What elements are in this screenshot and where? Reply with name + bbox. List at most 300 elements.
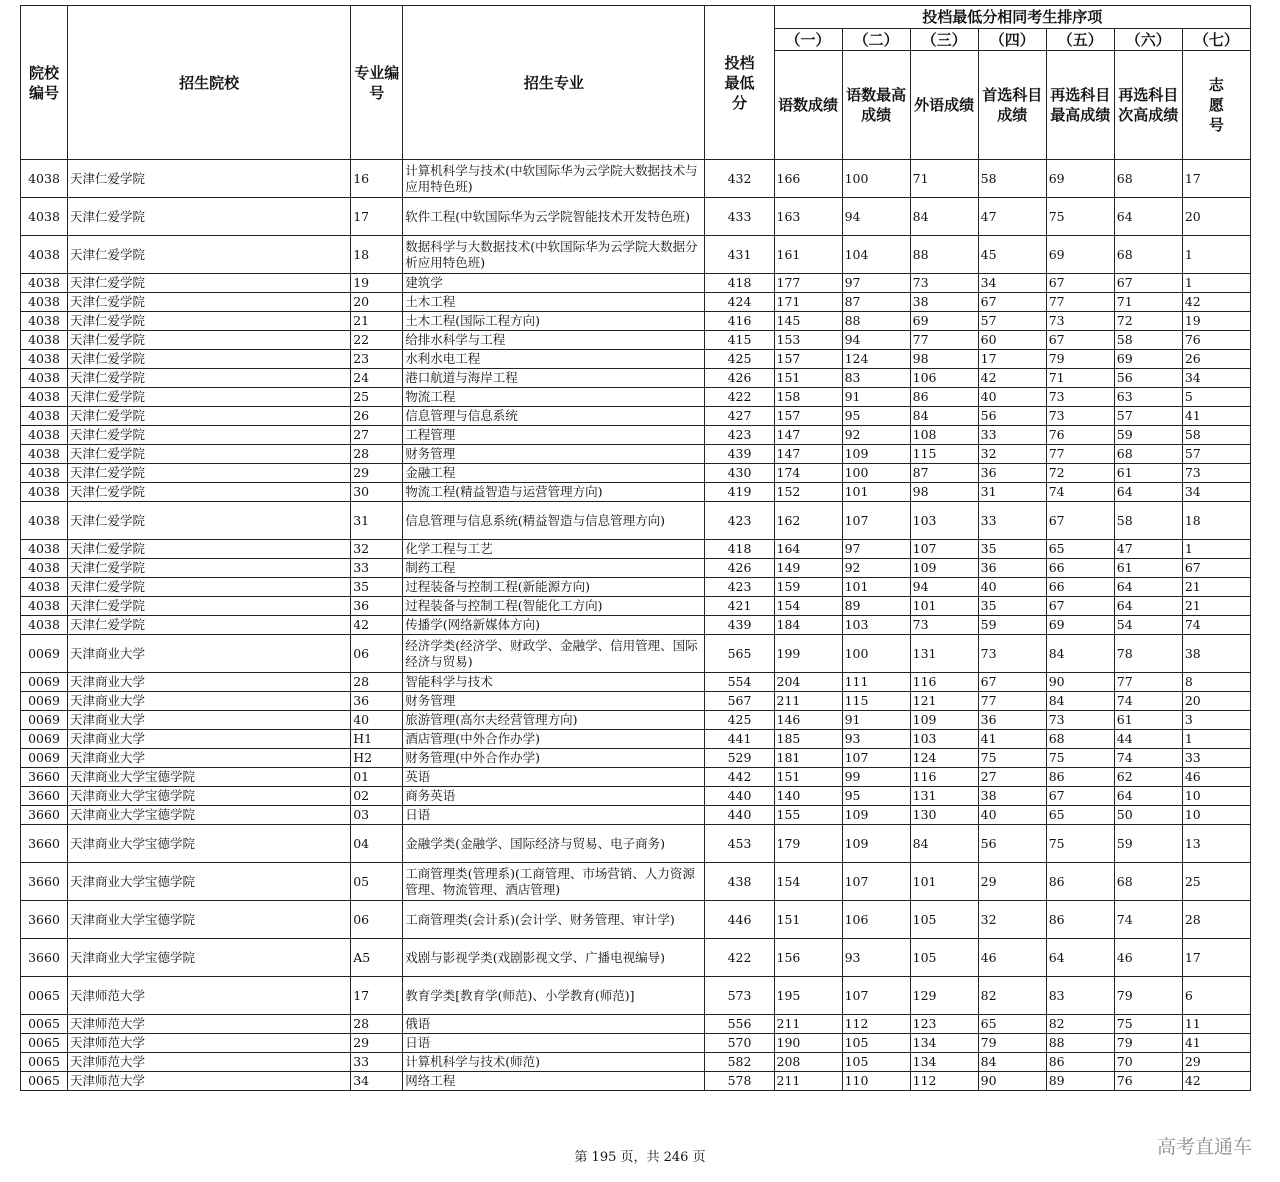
- cell-school-code: 4038: [21, 578, 68, 597]
- cell-score-5: 66: [1046, 559, 1114, 578]
- table-row: [21, 160, 1251, 198]
- cell-score-5: 82: [1046, 1015, 1114, 1034]
- cell-major-name: 金融工程: [403, 464, 705, 483]
- cell-score-5: 86: [1046, 863, 1114, 901]
- cell-score-7: 19: [1182, 312, 1250, 331]
- cell-major-code: 23: [351, 350, 403, 369]
- cell-min-score: 441: [705, 730, 774, 749]
- cell-major-name: 数据科学与大数据技术(中软国际华为云学院大数据分析应用特色班): [403, 236, 705, 274]
- cell-score-4: 27: [978, 768, 1046, 787]
- cell-school-code: 0065: [21, 1072, 68, 1091]
- cell-score-5: 84: [1046, 692, 1114, 711]
- cell-score-4: 36: [978, 711, 1046, 730]
- cell-score-6: 68: [1114, 863, 1182, 901]
- cell-score-3: 86: [910, 388, 978, 407]
- cell-score-1: 159: [774, 578, 842, 597]
- table-row: [21, 825, 1251, 863]
- cell-score-7: 1: [1182, 540, 1250, 559]
- cell-major-code: 18: [351, 236, 403, 274]
- cell-major-code: 03: [351, 806, 403, 825]
- cell-score-5: 73: [1046, 388, 1114, 407]
- cell-school-code: 0065: [21, 977, 68, 1015]
- cell-score-7: 20: [1182, 692, 1250, 711]
- cell-score-4: 67: [978, 293, 1046, 312]
- cell-major-code: 16: [351, 160, 403, 198]
- table-row: [21, 426, 1251, 445]
- cell-major-name: 建筑学: [403, 274, 705, 293]
- cell-school-name: 天津商业大学: [68, 711, 351, 730]
- table-row: [21, 749, 1251, 768]
- cell-school-code: 0069: [21, 711, 68, 730]
- cell-score-5: 65: [1046, 806, 1114, 825]
- cell-score-6: 74: [1114, 692, 1182, 711]
- header-tiebreak-number: （七）: [1182, 29, 1250, 51]
- cell-score-1: 157: [774, 350, 842, 369]
- cell-major-code: 28: [351, 445, 403, 464]
- cell-school-code: 4038: [21, 464, 68, 483]
- cell-score-1: 211: [774, 692, 842, 711]
- cell-school-name: 天津仁爱学院: [68, 198, 351, 236]
- cell-score-5: 66: [1046, 578, 1114, 597]
- cell-score-5: 65: [1046, 540, 1114, 559]
- cell-school-code: 0069: [21, 692, 68, 711]
- cell-major-code: 05: [351, 863, 403, 901]
- cell-min-score: 440: [705, 806, 774, 825]
- cell-major-name: 信息管理与信息系统: [403, 407, 705, 426]
- cell-school-code: 4038: [21, 369, 68, 388]
- cell-school-name: 天津仁爱学院: [68, 407, 351, 426]
- header-tiebreak-label: 再选科目次高成绩: [1114, 51, 1182, 160]
- cell-score-4: 57: [978, 312, 1046, 331]
- cell-major-code: 36: [351, 692, 403, 711]
- cell-school-code: 4038: [21, 331, 68, 350]
- cell-score-3: 101: [910, 863, 978, 901]
- cell-score-7: 17: [1182, 939, 1250, 977]
- cell-score-2: 95: [842, 787, 910, 806]
- cell-score-2: 105: [842, 1034, 910, 1053]
- cell-score-1: 174: [774, 464, 842, 483]
- cell-school-code: 4038: [21, 483, 68, 502]
- cell-score-1: 171: [774, 293, 842, 312]
- header-tiebreak-label: 外语成绩: [910, 51, 978, 160]
- cell-min-score: 438: [705, 863, 774, 901]
- cell-score-5: 90: [1046, 673, 1114, 692]
- cell-score-2: 103: [842, 616, 910, 635]
- cell-score-6: 44: [1114, 730, 1182, 749]
- cell-score-5: 74: [1046, 483, 1114, 502]
- cell-score-5: 75: [1046, 198, 1114, 236]
- cell-score-4: 41: [978, 730, 1046, 749]
- cell-school-code: 0069: [21, 730, 68, 749]
- table-row: [21, 1034, 1251, 1053]
- cell-score-3: 103: [910, 730, 978, 749]
- cell-min-score: 425: [705, 711, 774, 730]
- cell-score-6: 59: [1114, 825, 1182, 863]
- cell-score-4: 29: [978, 863, 1046, 901]
- table-row: [21, 350, 1251, 369]
- cell-score-1: 147: [774, 445, 842, 464]
- cell-school-name: 天津师范大学: [68, 1072, 351, 1091]
- cell-major-code: 06: [351, 901, 403, 939]
- cell-score-1: 161: [774, 236, 842, 274]
- cell-score-7: 10: [1182, 787, 1250, 806]
- cell-score-5: 73: [1046, 407, 1114, 426]
- cell-score-4: 35: [978, 597, 1046, 616]
- cell-score-7: 18: [1182, 502, 1250, 540]
- cell-min-score: 573: [705, 977, 774, 1015]
- cell-major-name: 过程装备与控制工程(智能化工方向): [403, 597, 705, 616]
- cell-score-2: 111: [842, 673, 910, 692]
- cell-major-code: 25: [351, 388, 403, 407]
- cell-score-6: 64: [1114, 597, 1182, 616]
- cell-score-7: 76: [1182, 331, 1250, 350]
- cell-score-4: 60: [978, 331, 1046, 350]
- cell-score-3: 106: [910, 369, 978, 388]
- cell-score-6: 64: [1114, 198, 1182, 236]
- cell-score-6: 69: [1114, 350, 1182, 369]
- cell-score-2: 107: [842, 749, 910, 768]
- page-footer: 第 195 页，共 246 页: [574, 1150, 706, 1165]
- cell-score-4: 40: [978, 806, 1046, 825]
- cell-score-2: 95: [842, 407, 910, 426]
- cell-major-code: 17: [351, 977, 403, 1015]
- table-row: [21, 578, 1251, 597]
- cell-score-7: 73: [1182, 464, 1250, 483]
- header-tiebreak-number: （三）: [910, 29, 978, 51]
- cell-school-name: 天津商业大学: [68, 635, 351, 673]
- cell-school-code: 3660: [21, 787, 68, 806]
- cell-score-6: 56: [1114, 369, 1182, 388]
- cell-min-score: 423: [705, 502, 774, 540]
- table-body: [21, 160, 1251, 1091]
- cell-score-4: 56: [978, 407, 1046, 426]
- cell-major-name: 给排水科学与工程: [403, 331, 705, 350]
- cell-school-name: 天津仁爱学院: [68, 559, 351, 578]
- cell-major-code: 35: [351, 578, 403, 597]
- cell-score-5: 77: [1046, 445, 1114, 464]
- table-row: [21, 407, 1251, 426]
- cell-major-name: 土木工程: [403, 293, 705, 312]
- cell-score-3: 98: [910, 350, 978, 369]
- table-row: [21, 863, 1251, 901]
- cell-score-5: 68: [1046, 730, 1114, 749]
- cell-score-7: 6: [1182, 977, 1250, 1015]
- cell-score-7: 41: [1182, 1034, 1250, 1053]
- cell-score-3: 84: [910, 198, 978, 236]
- cell-major-code: 04: [351, 825, 403, 863]
- cell-score-4: 34: [978, 274, 1046, 293]
- cell-score-6: 63: [1114, 388, 1182, 407]
- cell-major-name: 传播学(网络新媒体方向): [403, 616, 705, 635]
- cell-major-code: A5: [351, 939, 403, 977]
- header-tiebreak-title: 投档最低分相同考生排序项: [774, 6, 1250, 29]
- cell-major-name: 酒店管理(中外合作办学): [403, 730, 705, 749]
- cell-score-1: 177: [774, 274, 842, 293]
- cell-score-2: 110: [842, 1072, 910, 1091]
- cell-school-code: 0069: [21, 749, 68, 768]
- cell-major-name: 过程装备与控制工程(新能源方向): [403, 578, 705, 597]
- cell-school-name: 天津师范大学: [68, 1053, 351, 1072]
- cell-major-name: 日语: [403, 806, 705, 825]
- cell-school-name: 天津商业大学: [68, 673, 351, 692]
- cell-score-5: 75: [1046, 749, 1114, 768]
- cell-score-6: 61: [1114, 559, 1182, 578]
- cell-score-3: 134: [910, 1053, 978, 1072]
- cell-score-2: 93: [842, 730, 910, 749]
- table-row: [21, 236, 1251, 274]
- cell-score-3: 87: [910, 464, 978, 483]
- cell-score-1: 179: [774, 825, 842, 863]
- cell-school-code: 0069: [21, 673, 68, 692]
- cell-school-name: 天津仁爱学院: [68, 578, 351, 597]
- cell-score-4: 40: [978, 388, 1046, 407]
- cell-score-3: 71: [910, 160, 978, 198]
- header-tiebreak-number: （四）: [978, 29, 1046, 51]
- cell-score-5: 67: [1046, 331, 1114, 350]
- cell-score-3: 69: [910, 312, 978, 331]
- cell-score-6: 75: [1114, 1015, 1182, 1034]
- cell-major-name: 戏剧与影视学类(戏剧影视文学、广播电视编导): [403, 939, 705, 977]
- cell-major-name: 旅游管理(高尔夫经营管理方向): [403, 711, 705, 730]
- header-tiebreak-label: 再选科目最高成绩: [1046, 51, 1114, 160]
- cell-min-score: 453: [705, 825, 774, 863]
- cell-major-code: 19: [351, 274, 403, 293]
- cell-score-7: 5: [1182, 388, 1250, 407]
- cell-score-1: 211: [774, 1015, 842, 1034]
- cell-score-1: 185: [774, 730, 842, 749]
- cell-score-5: 72: [1046, 464, 1114, 483]
- cell-major-code: 28: [351, 1015, 403, 1034]
- cell-score-2: 101: [842, 578, 910, 597]
- cell-min-score: 422: [705, 939, 774, 977]
- cell-score-5: 67: [1046, 274, 1114, 293]
- header-major-name: 招生专业: [403, 6, 705, 160]
- cell-score-6: 72: [1114, 312, 1182, 331]
- cell-major-name: 工商管理类(管理系)(工商管理、市场营销、人力资源管理、物流管理、酒店管理): [403, 863, 705, 901]
- cell-score-7: 42: [1182, 293, 1250, 312]
- cell-school-name: 天津仁爱学院: [68, 160, 351, 198]
- cell-score-6: 71: [1114, 293, 1182, 312]
- cell-major-code: 06: [351, 635, 403, 673]
- cell-school-code: 4038: [21, 312, 68, 331]
- cell-score-1: 152: [774, 483, 842, 502]
- cell-score-4: 65: [978, 1015, 1046, 1034]
- cell-score-1: 151: [774, 768, 842, 787]
- cell-score-1: 211: [774, 1072, 842, 1091]
- cell-school-code: 0065: [21, 1015, 68, 1034]
- cell-major-name: 财务管理(中外合作办学): [403, 749, 705, 768]
- cell-major-code: 01: [351, 768, 403, 787]
- cell-score-4: 32: [978, 901, 1046, 939]
- cell-school-code: 3660: [21, 939, 68, 977]
- cell-score-7: 42: [1182, 1072, 1250, 1091]
- cell-score-4: 73: [978, 635, 1046, 673]
- cell-school-name: 天津商业大学宝德学院: [68, 825, 351, 863]
- cell-score-3: 112: [910, 1072, 978, 1091]
- cell-min-score: 418: [705, 274, 774, 293]
- cell-score-4: 35: [978, 540, 1046, 559]
- table-row: [21, 369, 1251, 388]
- cell-score-2: 107: [842, 863, 910, 901]
- cell-score-6: 50: [1114, 806, 1182, 825]
- cell-score-7: 57: [1182, 445, 1250, 464]
- header-tiebreak-label: 首选科目成绩: [978, 51, 1046, 160]
- cell-major-name: 工程管理: [403, 426, 705, 445]
- cell-school-name: 天津商业大学: [68, 692, 351, 711]
- table-row: [21, 939, 1251, 977]
- cell-score-7: 21: [1182, 578, 1250, 597]
- cell-major-name: 制药工程: [403, 559, 705, 578]
- cell-score-6: 62: [1114, 768, 1182, 787]
- cell-major-name: 金融学类(金融学、国际经济与贸易、电子商务): [403, 825, 705, 863]
- cell-school-code: 3660: [21, 863, 68, 901]
- cell-score-2: 100: [842, 635, 910, 673]
- cell-min-score: 415: [705, 331, 774, 350]
- cell-score-7: 10: [1182, 806, 1250, 825]
- table-row: [21, 502, 1251, 540]
- cell-major-code: 27: [351, 426, 403, 445]
- cell-score-3: 121: [910, 692, 978, 711]
- cell-major-name: 软件工程(中软国际华为云学院智能技术开发特色班): [403, 198, 705, 236]
- cell-school-code: 3660: [21, 806, 68, 825]
- cell-score-7: 11: [1182, 1015, 1250, 1034]
- cell-school-code: 0065: [21, 1034, 68, 1053]
- cell-score-1: 147: [774, 426, 842, 445]
- table-row: [21, 559, 1251, 578]
- cell-score-5: 79: [1046, 350, 1114, 369]
- cell-school-code: 0069: [21, 635, 68, 673]
- cell-major-name: 信息管理与信息系统(精益智造与信息管理方向): [403, 502, 705, 540]
- cell-school-name: 天津仁爱学院: [68, 616, 351, 635]
- cell-score-6: 61: [1114, 711, 1182, 730]
- cell-score-7: 67: [1182, 559, 1250, 578]
- cell-school-name: 天津商业大学: [68, 730, 351, 749]
- cell-min-score: 567: [705, 692, 774, 711]
- cell-score-7: 74: [1182, 616, 1250, 635]
- cell-score-6: 64: [1114, 578, 1182, 597]
- cell-major-name: 英语: [403, 768, 705, 787]
- cell-min-score: 440: [705, 787, 774, 806]
- cell-score-6: 79: [1114, 977, 1182, 1015]
- cell-min-score: 570: [705, 1034, 774, 1053]
- table-row: [21, 1015, 1251, 1034]
- cell-score-6: 74: [1114, 749, 1182, 768]
- cell-score-7: 8: [1182, 673, 1250, 692]
- cell-school-code: 0065: [21, 1053, 68, 1072]
- cell-score-4: 58: [978, 160, 1046, 198]
- cell-score-7: 38: [1182, 635, 1250, 673]
- cell-score-3: 73: [910, 274, 978, 293]
- cell-major-code: H2: [351, 749, 403, 768]
- cell-school-name: 天津仁爱学院: [68, 350, 351, 369]
- cell-score-3: 101: [910, 597, 978, 616]
- cell-score-2: 92: [842, 559, 910, 578]
- table-row: [21, 597, 1251, 616]
- cell-score-4: 46: [978, 939, 1046, 977]
- cell-score-4: 84: [978, 1053, 1046, 1072]
- cell-score-5: 86: [1046, 1053, 1114, 1072]
- cell-score-7: 26: [1182, 350, 1250, 369]
- cell-major-code: 02: [351, 787, 403, 806]
- cell-school-name: 天津商业大学宝德学院: [68, 787, 351, 806]
- cell-score-2: 91: [842, 388, 910, 407]
- cell-score-7: 1: [1182, 236, 1250, 274]
- cell-score-1: 151: [774, 369, 842, 388]
- cell-score-6: 57: [1114, 407, 1182, 426]
- cell-min-score: 554: [705, 673, 774, 692]
- cell-school-name: 天津仁爱学院: [68, 502, 351, 540]
- cell-min-score: 439: [705, 445, 774, 464]
- cell-school-name: 天津仁爱学院: [68, 464, 351, 483]
- cell-score-4: 38: [978, 787, 1046, 806]
- cell-min-score: 556: [705, 1015, 774, 1034]
- cell-school-code: 3660: [21, 825, 68, 863]
- cell-score-6: 68: [1114, 160, 1182, 198]
- cell-score-2: 100: [842, 464, 910, 483]
- cell-school-code: 3660: [21, 901, 68, 939]
- cell-school-name: 天津商业大学: [68, 749, 351, 768]
- cell-min-score: 446: [705, 901, 774, 939]
- table-header: [21, 6, 1251, 160]
- cell-major-name: 智能科学与技术: [403, 673, 705, 692]
- cell-score-2: 124: [842, 350, 910, 369]
- cell-score-1: 181: [774, 749, 842, 768]
- cell-score-1: 166: [774, 160, 842, 198]
- table-row: [21, 1053, 1251, 1072]
- cell-major-name: 经济学类(经济学、财政学、金融学、信用管理、国际经济与贸易): [403, 635, 705, 673]
- cell-score-4: 36: [978, 464, 1046, 483]
- cell-school-name: 天津仁爱学院: [68, 426, 351, 445]
- header-tiebreak-label: 语数成绩: [774, 51, 842, 160]
- table-row: [21, 540, 1251, 559]
- cell-min-score: 582: [705, 1053, 774, 1072]
- cell-score-1: 149: [774, 559, 842, 578]
- cell-min-score: 431: [705, 236, 774, 274]
- cell-score-4: 42: [978, 369, 1046, 388]
- cell-score-3: 38: [910, 293, 978, 312]
- cell-major-code: 26: [351, 407, 403, 426]
- cell-score-1: 146: [774, 711, 842, 730]
- header-school-name: 招生院校: [68, 6, 351, 160]
- cell-score-6: 59: [1114, 426, 1182, 445]
- cell-score-4: 90: [978, 1072, 1046, 1091]
- cell-score-3: 108: [910, 426, 978, 445]
- cell-score-6: 54: [1114, 616, 1182, 635]
- cell-major-code: 22: [351, 331, 403, 350]
- cell-min-score: 424: [705, 293, 774, 312]
- cell-score-3: 129: [910, 977, 978, 1015]
- cell-score-2: 91: [842, 711, 910, 730]
- cell-major-name: 计算机科学与技术(师范): [403, 1053, 705, 1072]
- table-row: [21, 1072, 1251, 1091]
- cell-min-score: 418: [705, 540, 774, 559]
- cell-score-7: 41: [1182, 407, 1250, 426]
- table-row: [21, 787, 1251, 806]
- cell-score-2: 109: [842, 445, 910, 464]
- cell-school-code: 4038: [21, 426, 68, 445]
- cell-major-code: 29: [351, 464, 403, 483]
- cell-major-code: 20: [351, 293, 403, 312]
- cell-score-7: 34: [1182, 369, 1250, 388]
- cell-score-3: 105: [910, 939, 978, 977]
- cell-score-1: 164: [774, 540, 842, 559]
- cell-min-score: 423: [705, 578, 774, 597]
- cell-score-6: 64: [1114, 483, 1182, 502]
- admission-score-table: [20, 5, 1251, 1091]
- cell-score-6: 61: [1114, 464, 1182, 483]
- cell-score-6: 74: [1114, 901, 1182, 939]
- cell-major-name: 工商管理类(会计系)(会计学、财务管理、审计学): [403, 901, 705, 939]
